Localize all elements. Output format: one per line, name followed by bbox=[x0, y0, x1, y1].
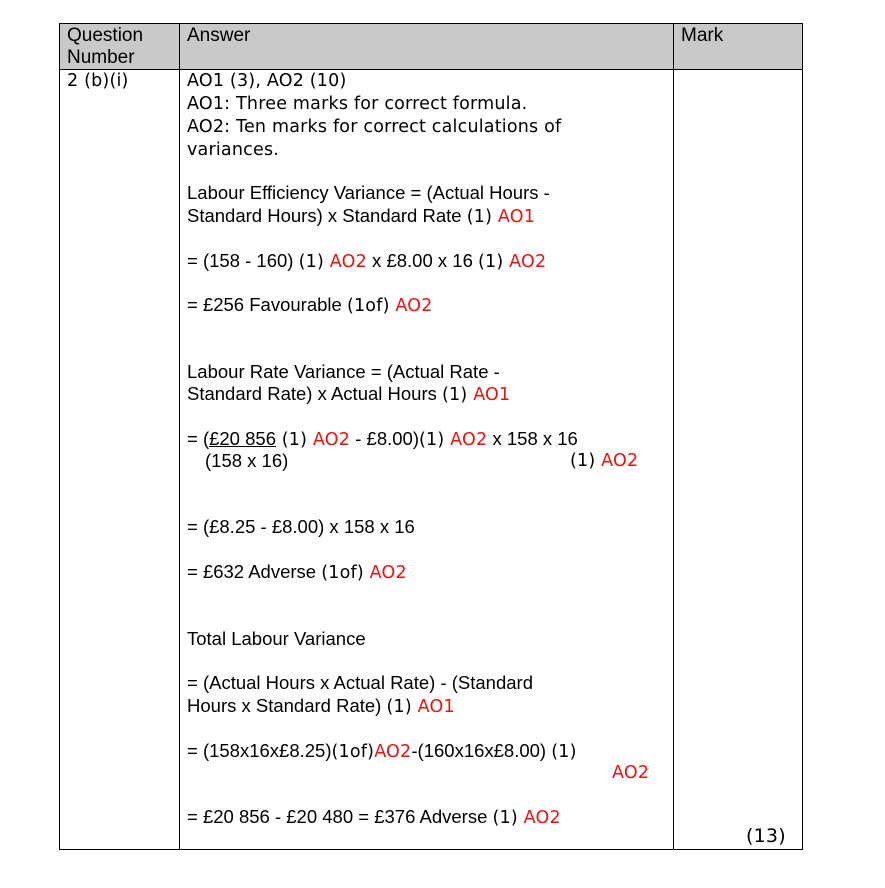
ao-tag: AO2 bbox=[450, 430, 488, 450]
rate-formula-line2: Standard Rate) x Actual Hours (1) AO1 bbox=[187, 383, 511, 405]
intro-line: variances. bbox=[187, 140, 280, 160]
question-number: 2 (b)(i) bbox=[67, 71, 129, 91]
header-divider bbox=[60, 69, 802, 70]
ao-tag: AO2 bbox=[509, 252, 547, 272]
ao-tag: AO2 bbox=[612, 763, 650, 783]
efficiency-calculation: = (158 - 160) (1) AO2 x £8.00 x 16 (1) AO2 bbox=[187, 250, 547, 272]
ao-tag: AO2 bbox=[374, 742, 412, 762]
column-divider bbox=[673, 24, 674, 849]
ao-tag: AO2 bbox=[369, 563, 407, 583]
intro-line: AO1: Three marks for correct formula. bbox=[187, 94, 528, 114]
total-formula-line2: Hours x Standard Rate) (1) AO1 bbox=[187, 695, 455, 717]
header-question-number-line1: Question bbox=[67, 25, 144, 46]
header-mark: Mark bbox=[681, 25, 724, 46]
total-calculation-mark bbox=[612, 762, 649, 784]
header-question-number-line2: Number bbox=[67, 47, 135, 68]
ao-tag: AO2 bbox=[329, 252, 367, 272]
efficiency-result: = £256 Favourable (1of) AO2 bbox=[187, 294, 433, 316]
mark-scheme-table bbox=[59, 23, 803, 850]
ao-tag: AO1 bbox=[497, 207, 536, 227]
intro-line: AO2: Ten marks for correct calculations of bbox=[187, 117, 562, 137]
rate-calculation-line1: = (£20 856 (1) AO2 - £8.00)(1) AO2 x 158 x 16 bbox=[187, 428, 578, 450]
ao-tag: AO1 bbox=[417, 697, 455, 717]
total-result: = £20 856 - £20 480 = £376 Adverse (1) AO2 bbox=[187, 806, 561, 828]
mark-total: (13) bbox=[746, 825, 786, 847]
ao-tag: AO2 bbox=[523, 808, 561, 828]
rate-formula-line1: Labour Rate Variance = (Actual Rate - bbox=[187, 361, 500, 382]
ao-tag: AO2 bbox=[312, 430, 351, 450]
rate-calculation-line3: = (£8.25 - £8.00) x 158 x 16 bbox=[187, 516, 415, 537]
ao-tag: AO1 bbox=[473, 385, 511, 405]
ao-tag: AO2 bbox=[395, 296, 433, 316]
intro-line: AO1 (3), AO2 (10) bbox=[187, 71, 347, 91]
column-divider bbox=[179, 24, 180, 849]
efficiency-formula-line1: Labour Efficiency Variance = (Actual Hours - bbox=[187, 182, 550, 203]
efficiency-formula-line2: Standard Hours) x Standard Rate (1) AO1 bbox=[187, 205, 536, 227]
rate-calculation-marks: (1) AO2 bbox=[570, 451, 639, 471]
ao-tag: AO2 bbox=[601, 451, 639, 471]
total-formula-line1: = (Actual Hours x Actual Rate) - (Standard bbox=[187, 672, 533, 693]
total-heading: Total Labour Variance bbox=[187, 628, 366, 649]
total-calculation-line1: = (158x16x£8.25)(1of)AO2-(160x16x£8.00) (1) bbox=[187, 740, 577, 762]
header-answer: Answer bbox=[187, 25, 251, 46]
rate-calculation-line2: (158 x 16) bbox=[205, 450, 289, 471]
rate-result: = £632 Adverse (1of) AO2 bbox=[187, 561, 407, 583]
